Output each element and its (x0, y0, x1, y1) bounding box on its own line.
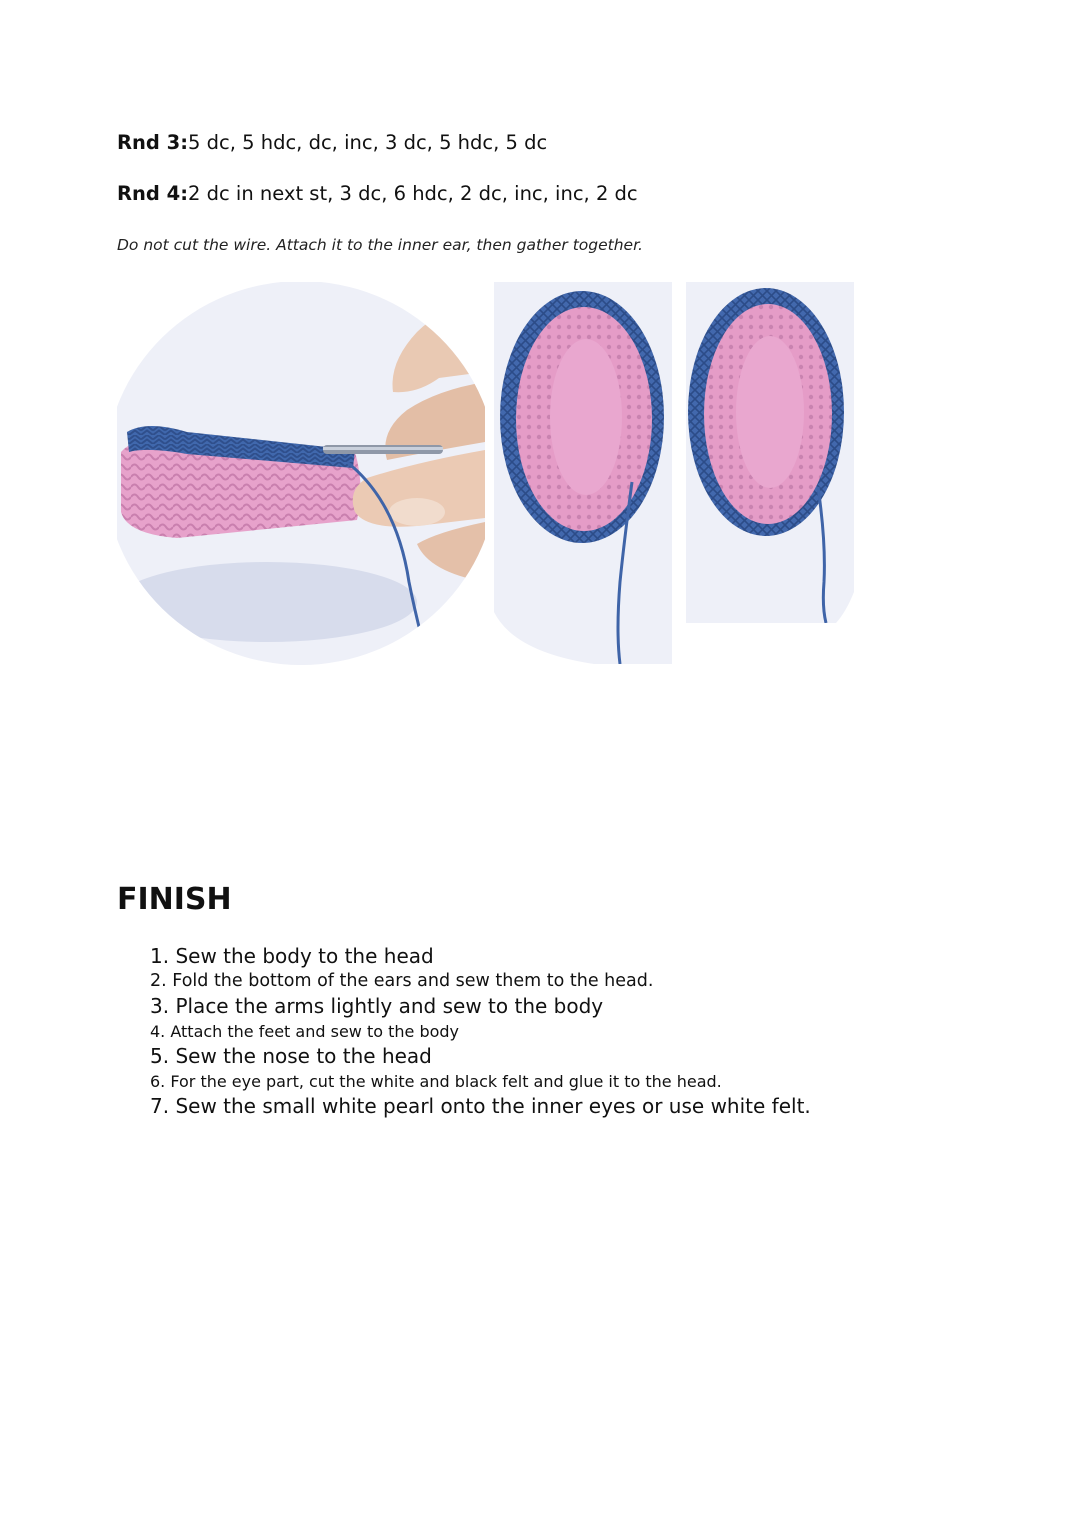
finish-step: 1. Sew the body to the head (150, 944, 434, 968)
finish-heading: FINISH (117, 882, 232, 917)
finish-steps-list (150, 944, 811, 1119)
finish-step: 6. For the eye part, cut the white and black felt and glue it to the head. (150, 1072, 722, 1091)
round-4-text: 2 dc in next st, 3 dc, 6 hdc, 2 dc, inc, inc, 2 dc (188, 182, 638, 205)
round-3-text: 5 dc, 5 hdc, dc, inc, 3 dc, 5 hdc, 5 dc (188, 131, 548, 154)
round-4-label: Rnd 4: (117, 182, 189, 205)
crochet-hook-photo (117, 282, 485, 665)
ear-piece-photo-left (494, 282, 672, 664)
ear-piece-photo-right (686, 282, 854, 623)
round-3-instruction (117, 130, 547, 156)
round-4-instruction (117, 181, 638, 207)
finish-step: 5. Sew the nose to the head (150, 1044, 432, 1068)
finish-step: 7. Sew the small white pearl onto the inner eyes or use white felt. (150, 1094, 811, 1118)
round-3-label: Rnd 3: (117, 131, 189, 154)
finish-step: 4. Attach the feet and sew to the body (150, 1022, 460, 1041)
wire-note: Do not cut the wire. Attach it to the inner ear, then gather together. (117, 236, 643, 254)
finish-step: 3. Place the arms lightly and sew to the body (150, 994, 604, 1018)
finish-step: 2. Fold the bottom of the ears and sew them to the head. (150, 971, 654, 991)
